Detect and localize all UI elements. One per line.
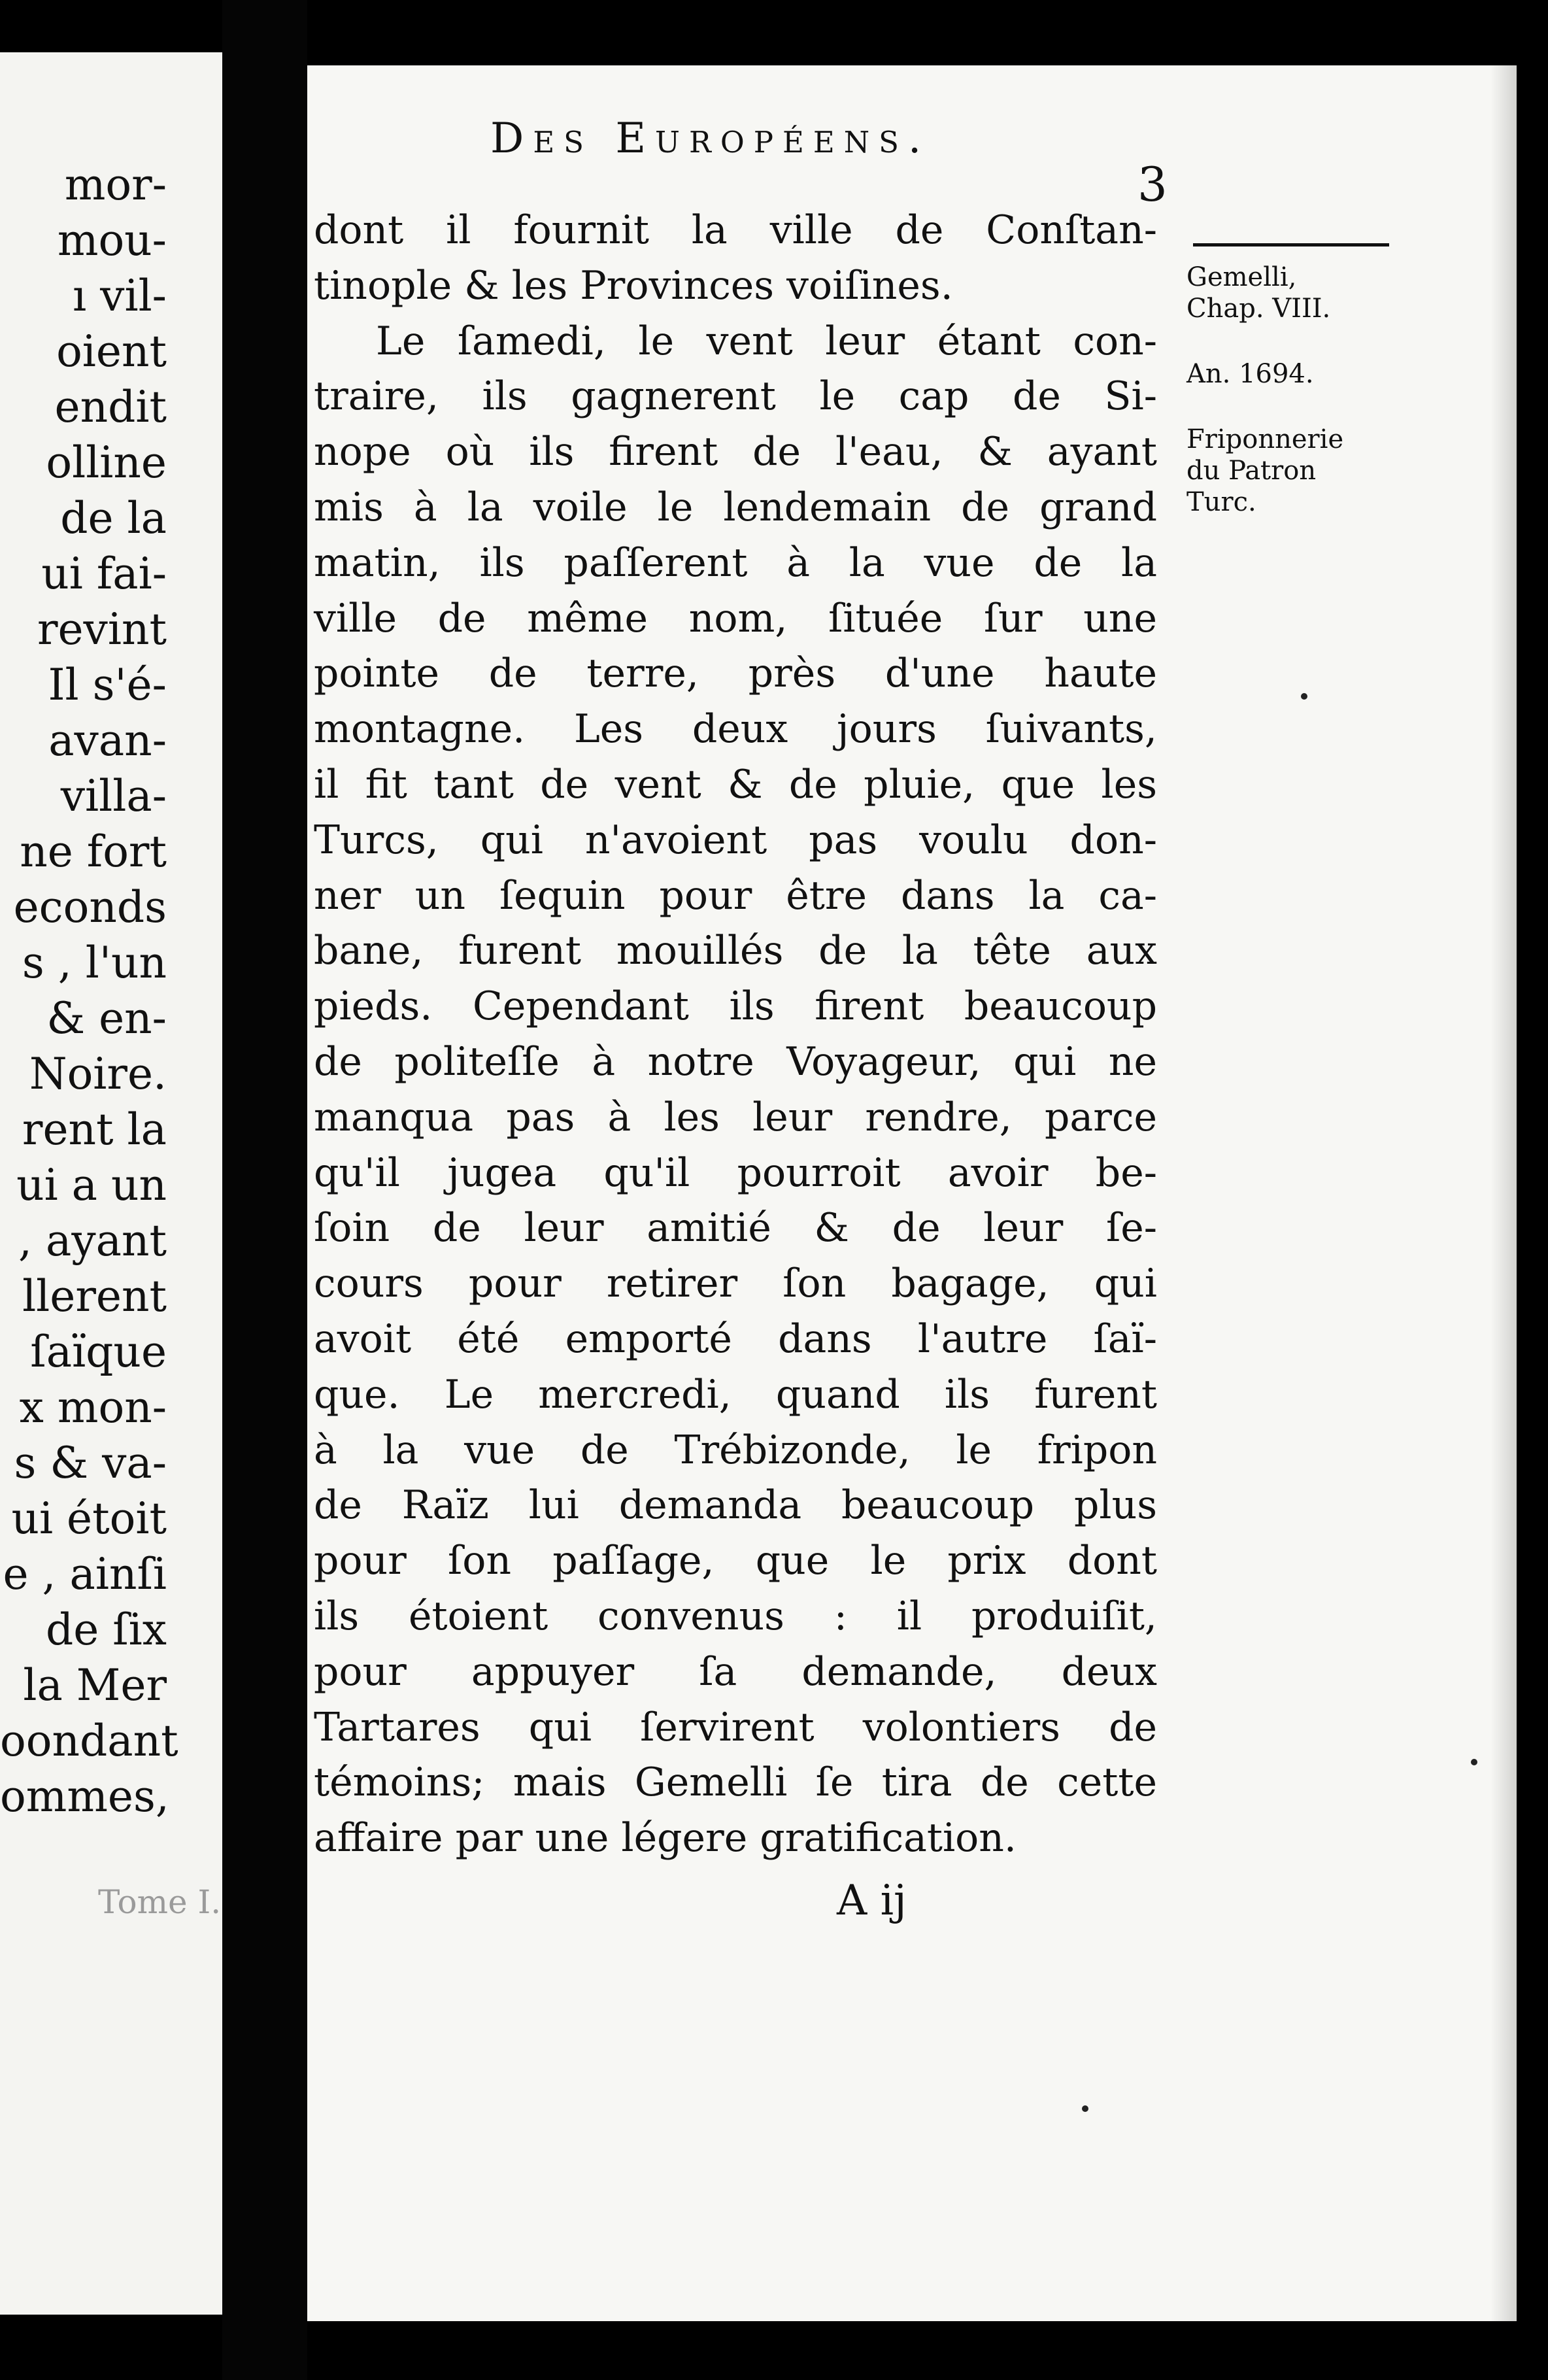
text-line: ner un ſequin pour être dans la ca-	[314, 872, 1157, 919]
ink-speck	[1471, 1759, 1477, 1765]
margin-note-source	[1186, 262, 1409, 324]
left-line: ui fai-	[41, 549, 167, 599]
text-line: avoit été emporté dans l'autre ſaï-	[314, 1316, 1157, 1362]
text-line: Tartares qui ſervirent volontiers de	[314, 1704, 1157, 1750]
left-line: revint	[37, 604, 167, 654]
text-line: montagne. Les deux jours ſuivants,	[314, 706, 1157, 753]
left-line: llerent	[22, 1271, 167, 1321]
text-line: à la vue de Trébizonde, le fripon	[314, 1427, 1157, 1473]
left-line: ui étoit	[11, 1493, 167, 1544]
left-line: , ayant	[18, 1216, 167, 1266]
margin-note-line: Friponnerie	[1186, 424, 1344, 454]
text-line: ſoin de leur amitié & de leur ſe-	[314, 1205, 1157, 1251]
left-line: ui a un	[16, 1160, 167, 1210]
left-line: oondant	[0, 1716, 178, 1766]
margin-note-year	[1186, 358, 1409, 390]
left-line: de la	[60, 493, 167, 543]
text-line: cours pour retirer ſon bagage, qui	[314, 1261, 1157, 1307]
left-line: olline	[46, 437, 167, 488]
text-line: de Raïz lui demanda beaucoup plus	[314, 1482, 1157, 1529]
left-line: la Mer	[23, 1660, 167, 1710]
margin-note-line: Chap. VIII.	[1186, 294, 1331, 324]
left-line: s & va-	[14, 1438, 167, 1488]
margin-note-line: Turc.	[1186, 487, 1256, 517]
text-line: affaire par une légere gratification.	[314, 1815, 1017, 1862]
left-line: s , l'un	[22, 938, 167, 988]
left-line: & en-	[46, 993, 167, 1044]
book-gutter	[222, 0, 307, 2380]
left-line: ommes,	[0, 1771, 169, 1822]
left-line: mor-	[64, 160, 167, 210]
signature-mark: A ij	[837, 1877, 907, 1925]
left-line: econds	[13, 882, 167, 932]
text-line: Le ſamedi, le vent leur étant con-	[376, 318, 1157, 364]
left-line: x mon-	[19, 1382, 167, 1433]
page-number: 3	[1137, 157, 1168, 212]
book-page	[307, 65, 1517, 2321]
text-line: dont il fournit la ville de Conſtan-	[314, 207, 1157, 253]
ink-speck	[1301, 693, 1307, 700]
page-edge-shadow	[1490, 65, 1517, 2321]
margin-note-line: An. 1694.	[1186, 359, 1314, 389]
left-line: villa-	[60, 771, 167, 821]
left-line: mou-	[57, 215, 167, 265]
text-line: pointe de terre, près d'une haute	[314, 651, 1157, 697]
margin-note-line: Gemelli,	[1186, 262, 1297, 292]
text-line: bane, furent mouillés de la tête aux	[314, 928, 1157, 974]
previous-page-footer: Tome I.	[98, 1883, 222, 1921]
left-line: oient	[56, 326, 167, 377]
text-line: témoins; mais Gemelli ſe tira de cette	[314, 1760, 1157, 1806]
text-line: matin, ils paſſerent à la vue de la	[314, 539, 1157, 586]
text-line: pieds. Cependant ils firent beaucoup	[314, 983, 1157, 1030]
text-line: nope où ils firent de l'eau, & ayant	[314, 429, 1157, 475]
marginal-notes	[1186, 262, 1409, 552]
page-body-text	[314, 203, 1157, 1866]
left-line: ſaïque	[30, 1327, 167, 1377]
text-line: ils étoient convenus : il produiſit,	[314, 1593, 1157, 1639]
margin-note-line: du Patron	[1186, 456, 1317, 486]
text-line: mis à la voile le lendemain de grand	[314, 484, 1157, 530]
previous-page-text	[0, 157, 178, 1824]
text-line: qu'il jugea qu'il pourroit avoir be-	[314, 1149, 1157, 1196]
text-line: que. Le mercredi, quand ils furent	[314, 1371, 1157, 1418]
left-line: Il s'é-	[48, 660, 167, 710]
left-line: Noire.	[29, 1049, 167, 1099]
margin-note-topic	[1186, 424, 1409, 518]
text-line: pour appuyer ſa demande, deux	[314, 1648, 1157, 1695]
left-line: ı vil-	[73, 271, 167, 321]
left-line: avan-	[48, 715, 167, 766]
left-line: de ſix	[45, 1605, 167, 1655]
ink-speck	[1082, 2105, 1088, 2112]
left-line: e , ainſi	[3, 1549, 167, 1599]
text-line: de politeſſe à notre Voyageur, qui ne	[314, 1038, 1157, 1085]
text-line: il fit tant de vent & de pluie, que les	[314, 761, 1157, 808]
margin-rule	[1193, 243, 1389, 246]
text-line: ville de même nom, ſituée ſur une	[314, 595, 1157, 641]
left-line: ne fort	[20, 826, 167, 877]
text-line: traire, ils gagnerent le cap de Si-	[314, 373, 1157, 420]
text-line: pour ſon paſſage, que le prix dont	[314, 1538, 1157, 1584]
left-line: rent la	[22, 1104, 167, 1155]
left-line: endit	[54, 382, 167, 432]
text-line: tinople & les Provinces voiſines.	[314, 262, 953, 309]
text-line: manqua pas à les leur rendre, parce	[314, 1094, 1157, 1140]
running-header: Des Européens.	[490, 114, 931, 163]
previous-page-fragment	[0, 52, 222, 2315]
text-line: Turcs, qui n'avoient pas voulu don-	[314, 817, 1157, 863]
